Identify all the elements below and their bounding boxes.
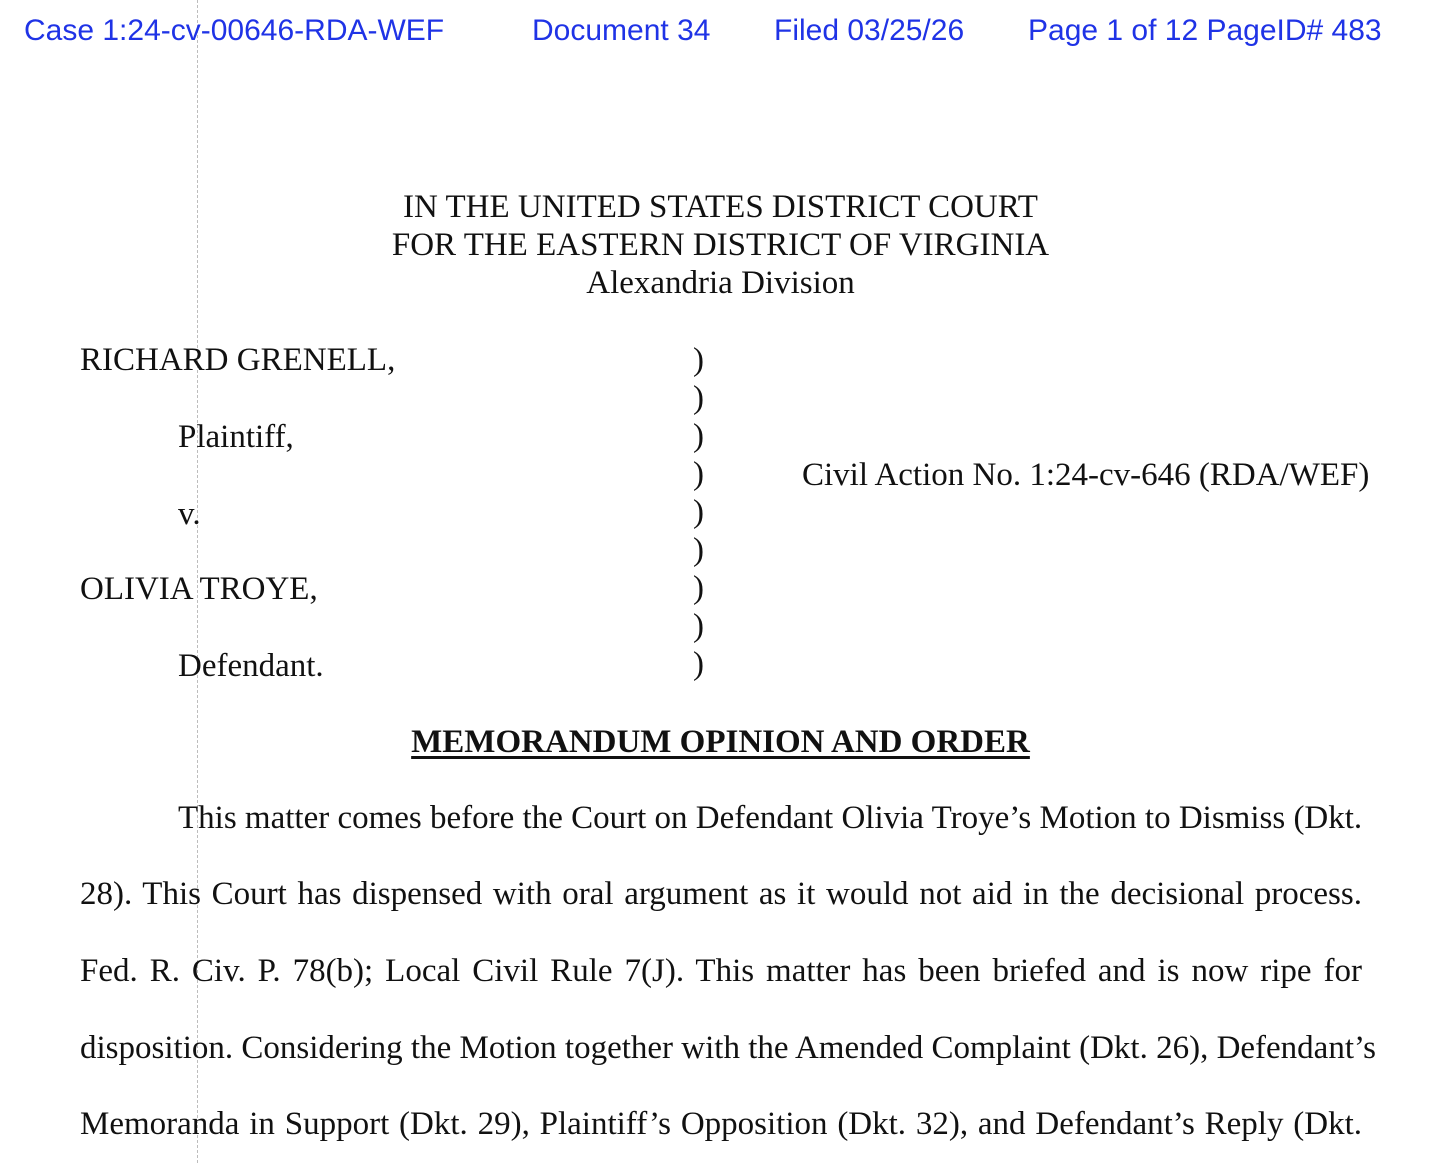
caption-paren: ) [693,380,704,416]
caption-parentheses [693,341,704,683]
caption-paren: ) [693,646,704,682]
court-name-line-1: IN THE UNITED STATES DISTRICT COURT [403,189,1038,225]
defendant-role: Defendant. [178,648,324,684]
court-name-line-2: FOR THE EASTERN DISTRICT OF VIRGINIA [391,227,1050,263]
body-text-line: Fed. R. Civ. P. 78(b); Local Civil Rule 7(J). This matter has been briefed and is now ripe for [80,953,1362,989]
caption-paren: ) [693,456,704,492]
defendant-name: OLIVIA TROYE, [80,571,318,607]
ecf-page-id: Page 1 of 12 PageID# 483 [1028,14,1382,47]
caption-paren: ) [693,532,704,568]
caption-paren: ) [693,570,704,606]
body-text-line: This matter comes before the Court on Defendant Olivia Troye’s Motion to Dismiss (Dkt. [178,800,1363,836]
plaintiff-role: Plaintiff, [178,419,294,455]
body-text-line: 28). This Court has dispensed with oral argument as it would not aid in the decisional process. [80,876,1362,912]
caption-paren: ) [693,494,704,530]
ecf-filed-date: Filed 03/25/26 [774,14,965,47]
caption-paren: ) [693,608,704,644]
body-text-line: Memoranda in Support (Dkt. 29), Plaintiff’s Opposition (Dkt. 32), and Defendant’s Reply (Dkt. [80,1106,1362,1142]
ecf-document-number: Document 34 [532,14,711,47]
caption-paren: ) [693,418,704,454]
versus: v. [178,496,201,532]
court-caption [0,188,1441,302]
ecf-header [24,14,1424,54]
civil-action-number: Civil Action No. 1:24-cv-646 (RDA/WEF) [802,457,1370,493]
plaintiff-name: RICHARD GRENELL, [80,342,396,378]
ecf-case-number: Case 1:24-cv-00646-RDA-WEF [24,14,445,47]
document-title: MEMORANDUM OPINION AND ORDER [411,724,1030,760]
body-text-line: disposition. Considering the Motion together with the Amended Complaint (Dkt. 26), Defendant’s [80,1030,1377,1066]
court-division: Alexandria Division [586,265,855,301]
caption-paren: ) [693,342,704,378]
